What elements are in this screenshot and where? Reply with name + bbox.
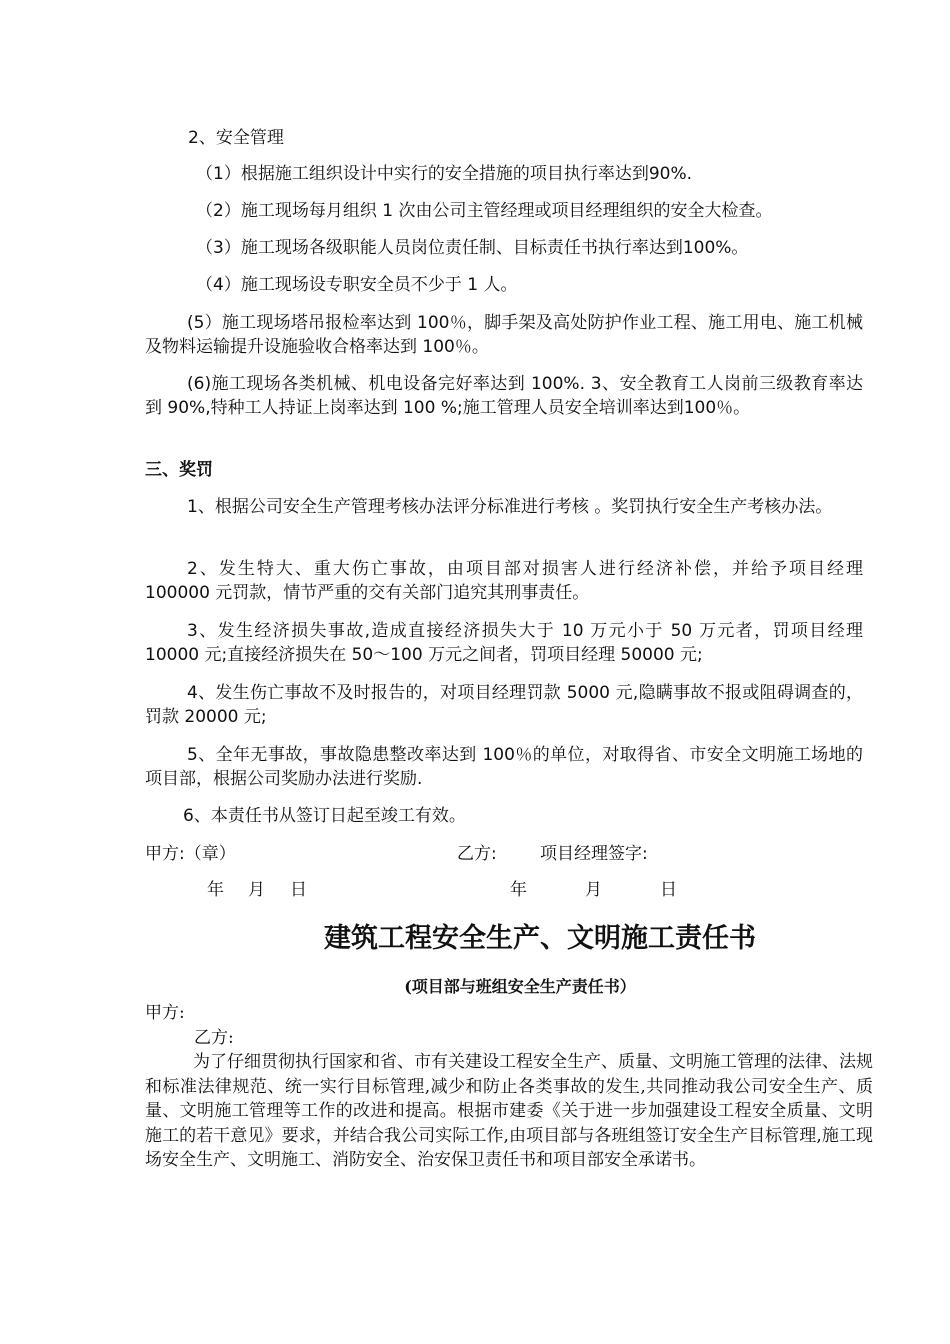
reward-item-1: 1、根据公司安全生产管理考核办法评分标准进行考核 。奖罚执行安全生产考核办法。 xyxy=(187,497,833,517)
date-b-year: 年 xyxy=(510,880,527,900)
pm-signature-label: 项目经理签字: xyxy=(540,844,648,864)
reward-item-2: 2、发生特大、重大伤亡事故，由项目部对损害人进行经济补偿，并给予项目经理 100000 元罚款，情节严重的交有关部门追究其刑事责任。 xyxy=(145,559,863,603)
date-a-day: 日 xyxy=(290,880,307,900)
reward-item-3: 3、发生经济损失事故,造成直接经济损失大于 10 万元小于 50 万元者，罚项目经理 10000 元;直接经济损失在 50～100 万元之间者，罚项目经理 50000 元; xyxy=(145,621,863,665)
reward-item-5: 5、全年无事故，事故隐患整改率达到 100％的单位，对取得省、市安全文明施工场地的项目部，根据公司奖励办法进行奖励. xyxy=(145,745,863,789)
safety-item-5: (5）施工现场塔吊报检率达到 100％，脚手架及高处防护作业工程、施工用电、施工机械及物料运输提升设施验收合格率达到 100％。 xyxy=(145,313,863,357)
party-a-seal-label: 甲方:（章） xyxy=(145,844,236,864)
safety-item-4: （4）施工现场设专职安全员不少于 1 人。 xyxy=(196,275,518,295)
party-b-label: 乙方: xyxy=(457,844,497,864)
date-a-year: 年 xyxy=(207,880,224,900)
contract-party-a-label: 甲方: xyxy=(145,1003,185,1023)
date-b-day: 日 xyxy=(660,880,677,900)
date-a-month: 月 xyxy=(248,880,265,900)
section-heading-rewards-penalties: 三、奖罚 xyxy=(145,460,213,480)
reward-item-6: 6、本责任书从签订日起至竣工有效。 xyxy=(183,806,466,826)
contract-intro-paragraph: 为了仔细贯彻执行国家和省、市有关建设工程安全生产、质量、文明施工管理的法律、法规和标准法律规范、统一实行目标管理,减少和防止各类事故的发生,共同推动我公司安全生产、质量、文明施工管理等工作的改进和提高。根据市建委《关于进一步加强建设工程安全质量、文明施工的若干意见》要求，并结合我公司实际工作,由项目部与各班组签订安全生产目标管理,施工现场安全生产、文明施工、消防安全、治安保卫责任书和项目部安全承诺书。 xyxy=(145,1052,873,1170)
safety-item-2: （2）施工现场每月组织 1 次由公司主管经理或项目经理组织的安全大检查。 xyxy=(196,201,773,221)
safety-item-3: （3）施工现场各级职能人员岗位责任制、目标责任书执行率达到100%。 xyxy=(196,238,749,258)
reward-item-4: 4、发生伤亡事故不及时报告的，对项目经理罚款 5000 元,隐瞒事故不报或阻碍调查的，罚款 20000 元; xyxy=(145,683,863,727)
date-b-month: 月 xyxy=(585,880,602,900)
contract-party-b-label: 乙方: xyxy=(194,1028,234,1048)
document-subtitle: (项目部与班组安全生产责任书） xyxy=(404,977,636,996)
safety-item-6: (6)施工现场各类机械、机电设备完好率达到 100%. 3、安全教育工人岗前三级教育率达到 90%,特种工人持证上岗率达到 100 %;施工管理人员安全培训率达到100％。 xyxy=(145,374,863,418)
document-title: 建筑工程安全生产、文明施工责任书 xyxy=(324,923,756,954)
safety-item-1: （1）根据施工组织设计中实行的安全措施的项目执行率达到90%. xyxy=(196,164,693,184)
section-heading-safety-management: 2、安全管理 xyxy=(188,128,284,148)
